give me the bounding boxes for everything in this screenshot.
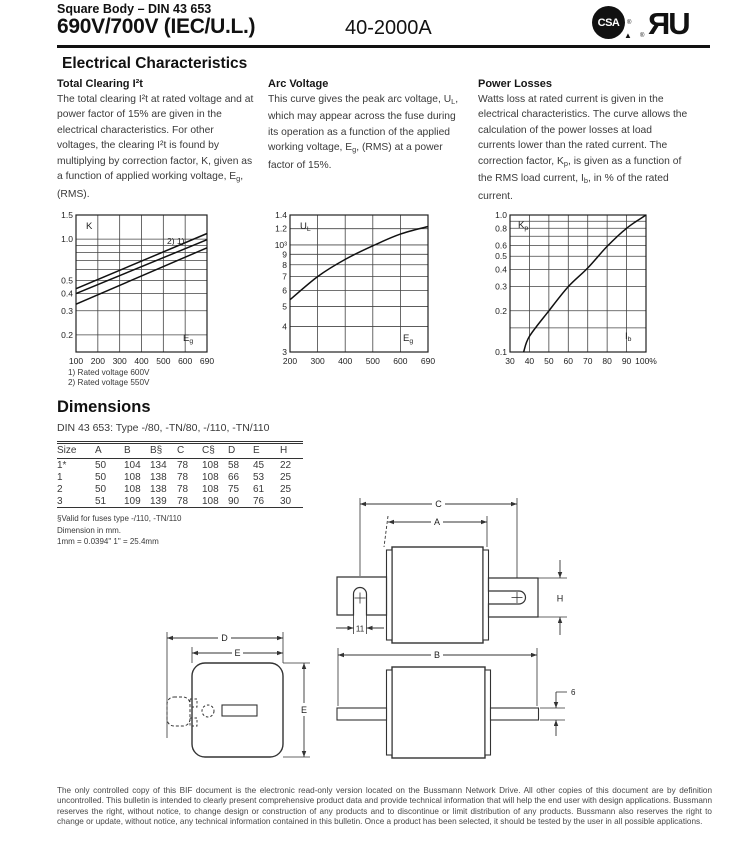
end-plate-right xyxy=(485,670,491,755)
fuse-body xyxy=(392,667,485,758)
amp-range: 40-2000A xyxy=(345,17,432,39)
col-header-d: D xyxy=(228,443,253,459)
x-tick-label: 40 xyxy=(524,356,535,366)
table-cell: 3 xyxy=(57,495,63,507)
end-plate-right xyxy=(483,550,489,640)
table-footnote-2: Dimension in mm. xyxy=(57,526,122,535)
fuse-body xyxy=(392,547,483,643)
dim-label-B: B xyxy=(433,650,441,660)
table-cell: 50 xyxy=(95,459,107,471)
col-header-c: C§ xyxy=(202,443,228,459)
electrical-section-heading: Electrical Characteristics xyxy=(62,55,248,72)
col-header-e: E xyxy=(253,443,280,459)
header-rule xyxy=(57,45,710,48)
x-tick-label: 200 xyxy=(282,356,298,366)
y-tick-label: 4 xyxy=(282,321,287,332)
ul-recognized-icon: ЯU xyxy=(648,6,689,41)
col-heading-clearing: Total Clearing I²t xyxy=(57,78,143,90)
table-cell: 138 xyxy=(150,471,167,483)
chart1-footnote-1: 1) Rated voltage 600V xyxy=(68,368,150,377)
col-header-h: H xyxy=(280,443,303,459)
ul-registered-icon: ® xyxy=(640,33,645,39)
table-cell: 108 xyxy=(202,471,219,483)
table-cell: 108 xyxy=(124,471,141,483)
x-tick-label: 600 xyxy=(178,356,193,366)
table-row xyxy=(57,471,303,483)
csa-logo xyxy=(592,6,625,39)
table-cell: 109 xyxy=(124,495,141,507)
power-loss-chart-svg xyxy=(478,207,668,367)
chart2-ylabel: $U_L$ xyxy=(300,221,311,233)
table-cell: 75 xyxy=(228,483,240,495)
y-tick-label: 0.5 xyxy=(61,275,73,286)
table-cell: 50 xyxy=(95,471,107,483)
y-tick-label: 1.2 xyxy=(275,223,287,234)
table-cell: 45 xyxy=(253,459,265,471)
y-tick-label: 0.1 xyxy=(495,347,507,357)
table-cell: 25 xyxy=(280,483,292,495)
table-row xyxy=(57,495,303,508)
table-cell: 108 xyxy=(202,459,219,471)
table-cell: 104 xyxy=(124,459,141,471)
y-tick-label: 8 xyxy=(282,259,287,270)
dim-label-C: C xyxy=(435,499,442,509)
table-cell: 108 xyxy=(202,483,219,495)
csa-registered-icon: ® xyxy=(627,20,632,26)
y-tick-label: 1.5 xyxy=(61,210,73,220)
y-tick-label: 0.3 xyxy=(61,305,73,316)
chart3-ylabel: $K_p$ xyxy=(518,220,529,232)
dim-label-E-width: E xyxy=(234,648,241,658)
col-header-size: Size xyxy=(57,443,95,459)
x-tick-label: 100 xyxy=(68,356,84,366)
table-footnote-1: §Valid for fuses type -/110, -TN/110 xyxy=(57,514,182,523)
series-peak-arc-voltage xyxy=(290,227,428,300)
y-tick-label: 3 xyxy=(282,347,287,357)
y-tick-label: 9 xyxy=(282,249,287,260)
drawing-side-view-blades xyxy=(332,642,632,777)
table-footnote-3: 1mm = 0.0394" 1" = 25.4mm xyxy=(57,537,159,546)
col-body-power-losses: Watts loss at rated current is given in the electrical characteristics. The curve allows the calculation of the power losses at load currents lower than the rated current. The correction factor, $K_p$, is given as a function of the RMS load current, $I_b$, in % of the rated current. xyxy=(478,94,688,202)
y-tick-label: 1.4 xyxy=(275,210,287,220)
y-tick-label: 10³ xyxy=(274,239,287,250)
dim-label-slot: 11 xyxy=(355,624,365,634)
col-body-arc-voltage: This curve gives the peak arc voltage, $U_L$, which may appear across the fuse during its operation as a function of the applied working voltage, $E_g$, (RMS) at a power factor of 15%. xyxy=(268,94,459,171)
x-tick-label: 100% xyxy=(635,356,657,366)
x-tick-label: 500 xyxy=(156,356,171,366)
table-cell: 138 xyxy=(150,483,167,495)
x-tick-label: 70 xyxy=(582,356,593,366)
x-tick-label: 400 xyxy=(134,356,149,366)
table-cell: 1* xyxy=(57,459,67,471)
dim-label-H: H xyxy=(556,593,564,604)
y-tick-label: 1.0 xyxy=(61,234,73,245)
plot-border xyxy=(290,215,428,352)
table-cell: 22 xyxy=(280,459,292,471)
col-heading-arc-voltage: Arc Voltage xyxy=(268,78,329,90)
table-cell: 58 xyxy=(228,459,240,471)
clearing-factor-chart-svg xyxy=(50,207,265,367)
y-tick-label: 7 xyxy=(282,271,287,282)
chart1-xlabel: $E_g$ xyxy=(183,333,194,345)
doc-type-title: Square Body – DIN 43 653 xyxy=(57,2,212,16)
table-cell: 61 xyxy=(253,483,265,495)
x-tick-label: 600 xyxy=(393,356,408,366)
slotted-tag-left xyxy=(337,577,387,615)
x-tick-label: 30 xyxy=(505,356,515,366)
col-header-c: C xyxy=(177,443,202,459)
y-tick-label: 1.0 xyxy=(495,210,507,220)
clearing-factor-chart xyxy=(50,207,275,392)
table-cell: 78 xyxy=(177,459,189,471)
table-cell: 76 xyxy=(253,495,265,507)
x-tick-label: 300 xyxy=(112,356,127,366)
table-cell: 2 xyxy=(57,483,63,495)
table-cell: 90 xyxy=(228,495,240,507)
dim-label-E-height: E xyxy=(300,705,308,715)
col-header-a: A xyxy=(95,443,124,459)
x-tick-label: 400 xyxy=(338,356,353,366)
col-heading-power-losses: Power Losses xyxy=(478,78,552,90)
table-cell: 25 xyxy=(280,471,292,483)
table-row xyxy=(57,459,303,472)
x-tick-label: 90 xyxy=(621,356,632,366)
footer-disclaimer: The only controlled copy of this BIF document is the electronic read-only version located on the Bussmann Network Drive. All other copies of this document are by definition uncontrolled. This bulletin is intended to clearly present comprehensive product data and provide technical information that will help the end user with design applications. Bussmann reserves the right, without notice, to change design or construction of any products and to discontinue or limit distribution of any products. Bussmann also reserves the right to change or update, without notice, any technical information contained in this bulletin. Once a product has been selected, it should be tested by the user in all possible applications. xyxy=(57,786,712,826)
chart3-xlabel: $I_b$ xyxy=(625,331,632,343)
arc-voltage-chart-svg xyxy=(260,207,445,367)
x-tick-label: 500 xyxy=(365,356,380,366)
table-cell: 51 xyxy=(95,495,107,507)
y-tick-label: 0.6 xyxy=(495,240,507,251)
dimensions-table xyxy=(57,441,303,508)
y-tick-label: 0.3 xyxy=(495,281,507,292)
table-cell: 50 xyxy=(95,483,107,495)
page-title: 690V/700V (IEC/U.L.) xyxy=(57,15,256,38)
table-cell: 30 xyxy=(280,495,292,507)
x-tick-label: 300 xyxy=(310,356,325,366)
x-tick-label: 690 xyxy=(420,356,436,366)
chart2-xlabel: $E_g$ xyxy=(403,333,414,345)
csa-triangle-icon: ▲ xyxy=(624,31,632,40)
table-row xyxy=(57,483,303,495)
dimensions-subtitle: DIN 43 653: Type -/80, -TN/80, -/110, -TN/110 xyxy=(57,422,270,434)
indicator-window xyxy=(222,705,257,716)
y-tick-label: 0.2 xyxy=(61,329,73,340)
blade-right xyxy=(491,708,539,720)
y-tick-label: 6 xyxy=(282,285,287,296)
y-tick-label: 0.4 xyxy=(61,288,73,299)
dimensions-heading: Dimensions xyxy=(57,398,151,416)
x-tick-label: 200 xyxy=(90,356,105,366)
blade-left xyxy=(337,708,387,720)
table-cell: 139 xyxy=(150,495,167,507)
chart1-curve-label: 2) 1) xyxy=(167,236,185,246)
y-tick-label: 0.5 xyxy=(495,251,507,262)
end-plate-left xyxy=(387,670,393,755)
col-header-b: B§ xyxy=(150,443,177,459)
x-tick-label: 690 xyxy=(199,356,215,366)
col-header-b: B xyxy=(124,443,150,459)
y-tick-label: 0.4 xyxy=(495,264,507,275)
x-tick-label: 50 xyxy=(544,356,554,366)
x-tick-label: 80 xyxy=(602,356,612,366)
dim-label-blade: 6 xyxy=(571,688,576,697)
dim-label-D: D xyxy=(221,633,228,643)
table-cell: 1 xyxy=(57,471,63,483)
y-tick-label: 0.2 xyxy=(495,305,507,316)
arc-voltage-chart xyxy=(260,207,450,377)
y-tick-label: 0.8 xyxy=(495,223,507,234)
striker-indicator-dashed xyxy=(167,697,190,726)
table-cell: 78 xyxy=(177,495,189,507)
table-cell: 66 xyxy=(228,471,240,483)
csa-mark-icon: CSA xyxy=(592,6,625,39)
chart1-ylabel: K xyxy=(86,221,93,232)
table-cell: 78 xyxy=(177,471,189,483)
table-cell: 108 xyxy=(202,495,219,507)
x-tick-label: 60 xyxy=(563,356,574,366)
col-body-clearing: The total clearing I²t at rated voltage and at power factor of 15% are given in the electrical characteristics. For other voltages, the clearing I²t is found by multiplying by correction factor, K, given as a function of applied working voltage, $E_g$, (RMS). xyxy=(57,94,254,200)
table-cell: 108 xyxy=(124,483,141,495)
table-cell: 134 xyxy=(150,459,167,471)
chart1-footnote-2: 2) Rated voltage 550V xyxy=(68,378,150,387)
table-cell: 78 xyxy=(177,483,189,495)
dashed-ext-line xyxy=(384,516,388,547)
dim-label-A: A xyxy=(433,517,441,527)
table-cell: 53 xyxy=(253,471,265,483)
power-loss-chart xyxy=(478,207,673,377)
y-tick-label: 5 xyxy=(282,301,287,312)
